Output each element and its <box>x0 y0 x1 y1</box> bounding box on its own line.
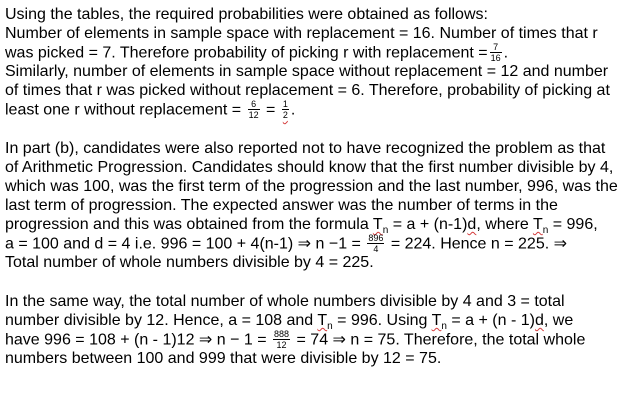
text-line: last term of progression. The expected answer was the number of terms in the <box>5 197 558 214</box>
denominator: 12 <box>248 110 259 120</box>
denominator: 16 <box>490 53 501 63</box>
text-line: numbers between 100 and 999 that were divisible by 12 = 75. <box>5 350 442 367</box>
text-segment: = <box>261 101 280 119</box>
denominator: 2 <box>282 110 288 120</box>
text-segment: progression and this was obtained from the formula <box>5 216 373 233</box>
fraction <box>282 99 289 120</box>
subscript: n <box>327 321 333 333</box>
paragraph-divisible-by-12 <box>5 292 635 368</box>
numerator: 888 <box>274 329 290 339</box>
subscript: n <box>542 225 549 237</box>
text-line: which was 100, was the first term of the progression and the last number, 996, was the <box>5 178 618 195</box>
subscript: n <box>382 225 389 237</box>
text-line: of times that r was picked without replacement = 6. Therefore, probability of picking at <box>5 82 610 99</box>
paragraph-arithmetic-progression <box>5 139 635 272</box>
text-line <box>5 330 635 349</box>
math-variable: T <box>532 216 543 233</box>
text-line <box>5 43 635 62</box>
math-variable: T <box>372 216 383 233</box>
numerator: 7 <box>490 42 502 53</box>
text-line <box>5 311 635 333</box>
text-segment: = 996, <box>548 216 598 233</box>
text-line: Similarly, number of elements in sample space without replacement = 12 and number <box>5 63 609 80</box>
text-line: Using the tables, the required probabilities were obtained as follows: <box>5 6 488 23</box>
numerator: 896 <box>368 233 384 243</box>
text-line: Total number of whole numbers divisible by 4 = 225. <box>5 254 374 271</box>
fraction <box>248 99 260 120</box>
text-segment: = a + (n-1) <box>388 216 468 233</box>
text-line: In the same way, the total number of whole numbers divisible by 4 and 3 = total <box>5 293 565 310</box>
math-variable: T <box>431 312 442 329</box>
numerator: 6 <box>248 99 260 110</box>
text-line <box>5 100 635 119</box>
paragraph-spacer <box>5 119 635 139</box>
text-segment: least one r without replacement = <box>5 101 246 119</box>
numerator: 1 <box>282 99 288 109</box>
text-segment: . <box>290 101 296 119</box>
text-line: of Arithmetic Progression. Candidates should know that the first number divisible by 4, <box>5 159 614 176</box>
text-line: In part (b), candidates were also reported not to have recognized the problem as that <box>5 140 606 157</box>
text-segment: , where <box>476 216 533 233</box>
text-segment: = 74 ⇒ n = 75. Therefore, the total whole <box>292 331 586 349</box>
math-variable: T <box>317 312 328 329</box>
text-segment: a = 100 and d = 4 i.e. 996 = 100 + 4(n-1) ⇒ n −1 = <box>5 235 366 253</box>
text-line <box>5 234 635 253</box>
denominator: 4 <box>373 244 379 254</box>
text-line: Number of elements in sample space with replacement = 16. Number of times that r <box>5 25 598 42</box>
math-variable: d <box>467 216 477 233</box>
paragraph-probabilities <box>5 5 635 119</box>
subscript: n <box>441 321 447 333</box>
denominator: 12 <box>276 340 287 350</box>
paragraph-spacer <box>5 272 635 292</box>
text-segment: , we <box>543 312 574 329</box>
math-variable: d <box>534 312 544 329</box>
text-segment: have 996 = 108 + (n - 1)12 ⇒ n − 1 = <box>5 331 272 349</box>
text-segment: = 224. Hence n = 225. ⇒ <box>386 235 568 253</box>
text-segment: . <box>503 44 509 62</box>
fraction <box>273 329 290 350</box>
text-segment: = a + (n - 1) <box>446 312 535 329</box>
fraction <box>490 42 502 63</box>
text-segment: was picked = 7. Therefore probability of picking r with replacement = <box>5 44 488 62</box>
text-segment: number divisible by 12. Hence, a = 108 and <box>5 312 318 329</box>
text-segment: = 996. Using <box>332 312 432 329</box>
fraction <box>367 233 384 254</box>
text-line <box>5 215 635 237</box>
